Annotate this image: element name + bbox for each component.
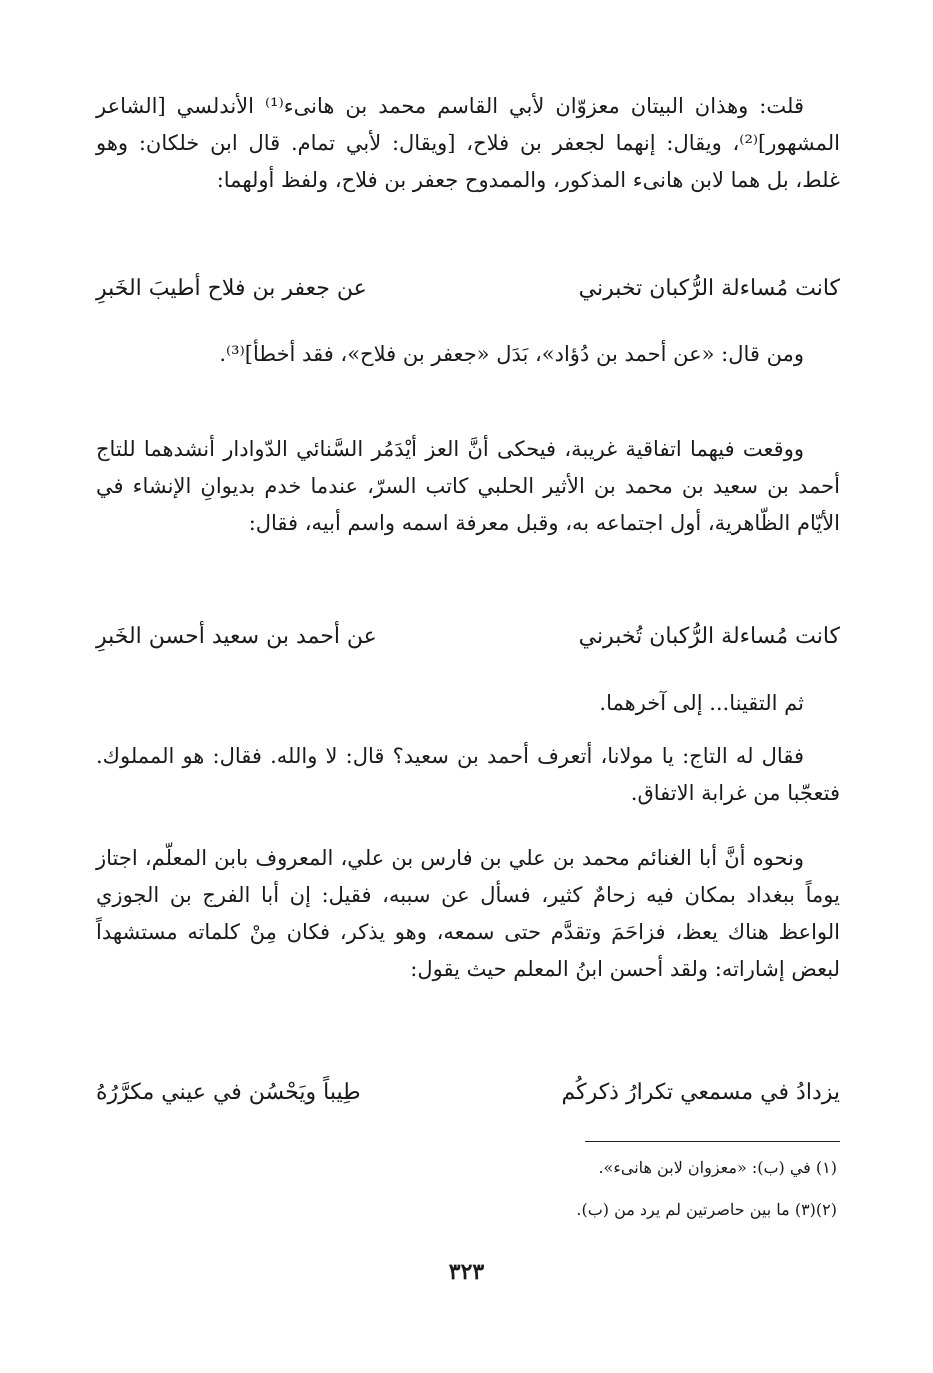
verse-3 <box>96 1080 840 1120</box>
paragraph-5 <box>96 738 840 812</box>
paragraph-3 <box>96 431 840 542</box>
paragraph-6 <box>96 840 840 988</box>
footnote-separator <box>585 1141 840 1142</box>
paragraph-text: قلت: وهذان البيتان معزوّان لأبي القاسم محمد بن هانىء⁽¹⁾ الأندلسي [الشاعر المشهور]⁽²⁾، ويقال: إنهما لجعفر بن فلاح، [ويقال: لأبي تمام. قال ابن خلكان: وهو غلط، بل هما لابن هانىء المذكور، والممدوح جعفر بن فلاح، ولفظ أولهما: <box>96 94 840 192</box>
verse-second-hemistich: عن جعفر بن فلاح أطيبَ الخَبرِ <box>96 276 367 301</box>
paragraph-2 <box>96 336 840 373</box>
footnote-1: (١) في (ب): «معزوان لابن هانىء». <box>598 1158 837 1177</box>
verse-1 <box>96 276 840 316</box>
paragraph-1 <box>96 88 840 199</box>
paragraph-text: فقال له التاج: يا مولانا، أتعرف أحمد بن سعيد؟ قال: لا والله. فقال: هو المملوك. فتعجّبا من غرابة الاتفاق. <box>96 744 840 805</box>
verse-second-hemistich: طِيباً ويَحْسُن في عيني مكرَّرُهُ <box>96 1080 361 1105</box>
paragraph-text: ونحوه أنَّ أبا الغنائم محمد بن علي بن فارس بن علي، المعروف بابن المعلّم، اجتاز يوماً ببغداد بمكان فيه زحامٌ كثير، فسأل عن سببه، فقيل: إن أبا الفرج بن الجوزي الواعظ هناك يعظ، فزاحَمَ وتقدَّم حتى سمعه، وهو يذكر، فكان مِنْ كلماته مستشهداً لبعض إشاراته: ولقد أحسن ابنُ المعلم حيث يقول: <box>96 846 840 981</box>
paragraph-text: ووقعت فيهما اتفاقية غريبة، فيحكى أنَّ العز أيْدَمُر السَّنائي الدّوادار أنشدهما للتاج أحمد بن سعيد بن محمد بن الأثير الحلبي كاتب السرّ، عندما خدم بديوانِ الإنشاء في الأيّام الظّاهرية، أول اجتماعه به، وقبل معرفة اسمه واسم أبيه، فقال: <box>96 437 840 535</box>
paragraph-4 <box>96 685 840 722</box>
verse-first-hemistich: كانت مُساءلة الرُّكبان تُخبرني <box>578 624 840 649</box>
verse-first-hemistich: كانت مُساءلة الرُّكبان تخبرني <box>578 276 840 301</box>
footnote-2: (٢)(٣) ما بين حاصرتين لم يرد من (ب). <box>576 1200 837 1219</box>
verse-2 <box>96 624 840 664</box>
paragraph-text: ومن قال: «عن أحمد بن دُؤاد»، بَدَل «جعفر بن فلاح»، فقد أخطأ]⁽³⁾. <box>219 342 804 366</box>
page-number: ٣٢٣ <box>448 1259 485 1285</box>
verse-first-hemistich: يزدادُ في مسمعي تكرارُ ذكركُم <box>561 1080 840 1105</box>
paragraph-text: ثم التقينا... إلى آخرهما. <box>599 691 804 715</box>
verse-second-hemistich: عن أحمد بن سعيد أحسن الخَبرِ <box>96 624 377 649</box>
